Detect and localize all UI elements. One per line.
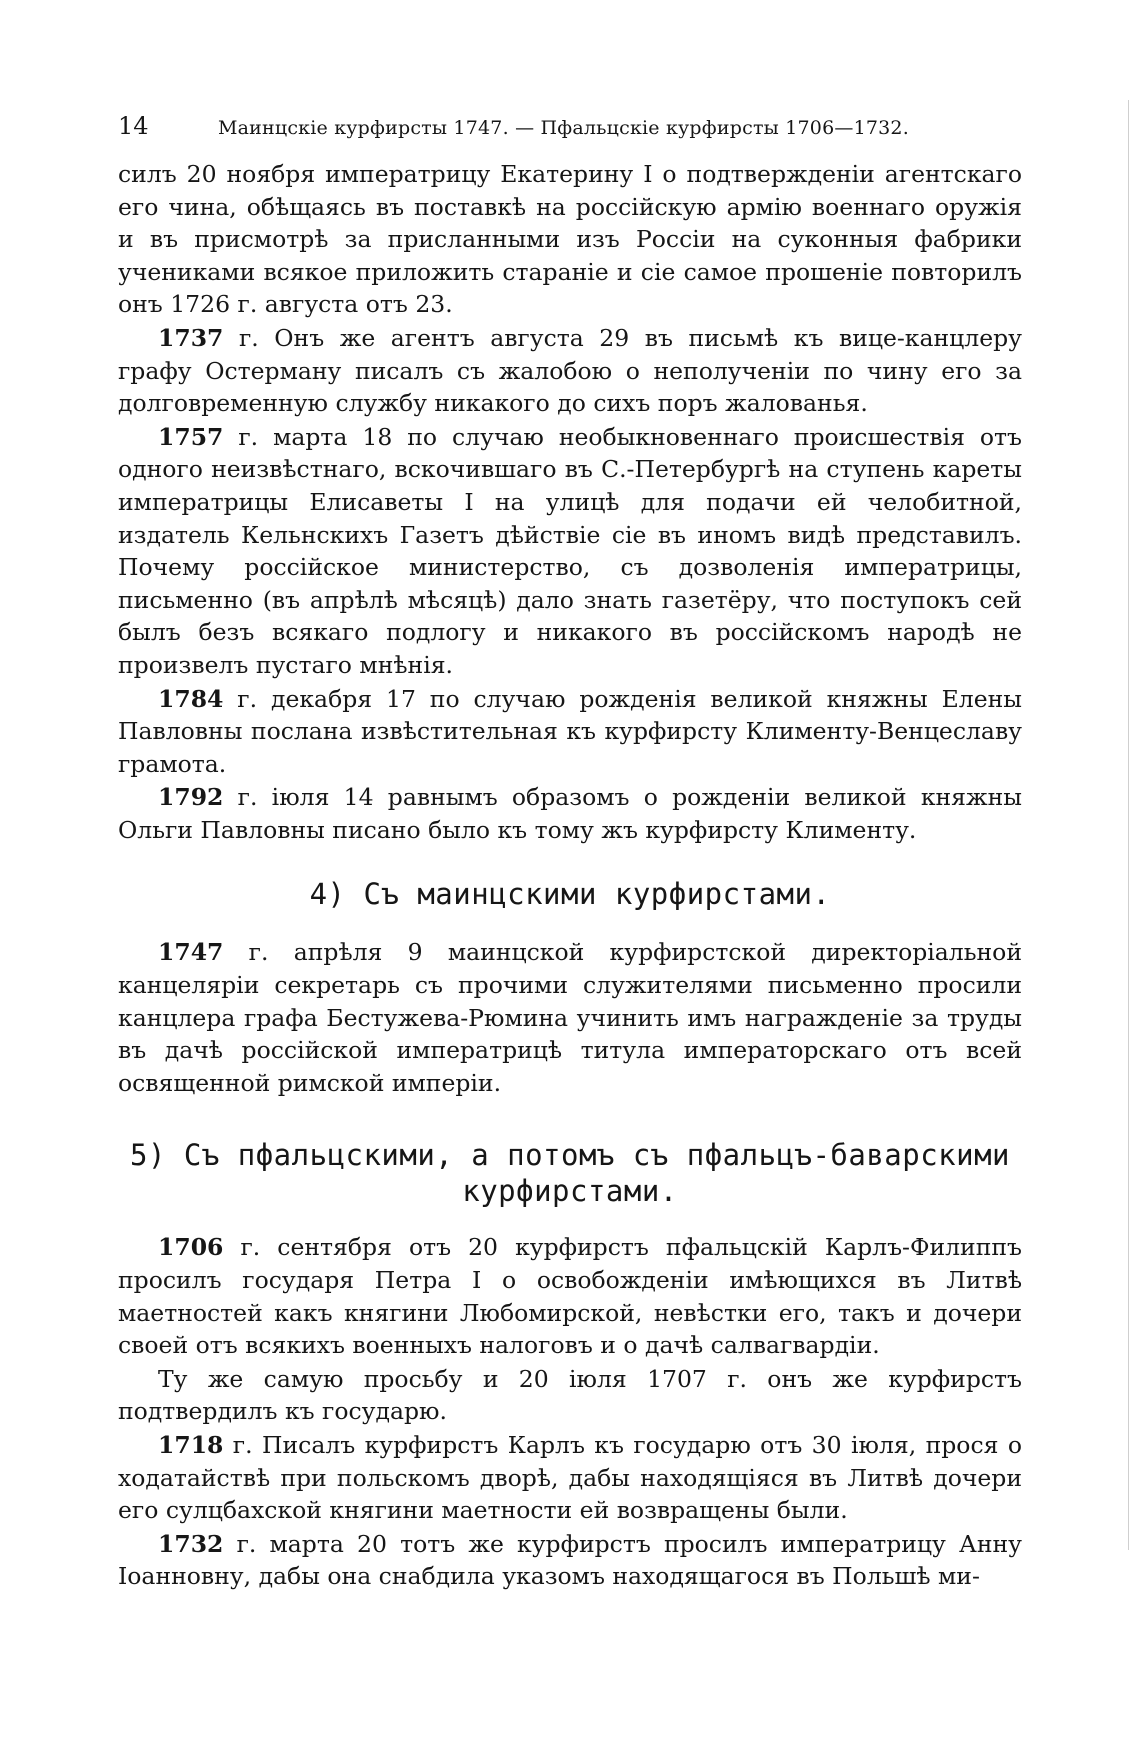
paragraph-text: г. Онъ же агентъ августа 29 въ письмѣ къ вице-канцлеру графу Остерману писалъ съ жалобою о неполученіи по чину его за долговременную службу никакого до сихъ поръ жалованья. [118,323,1022,418]
paragraph-text: г. іюля 14 равнымъ образомъ о рожденіи великой княжны Ольги Павловны писано было къ тому жъ курфирсту Клименту. [118,783,1022,844]
paragraph-1 [118,158,1022,321]
page-number: 14 [118,112,149,140]
running-head [118,112,1022,148]
paragraph-1784 [118,683,1022,781]
paragraph-text: г. сентября отъ 20 курфирстъ пфальцскій Карлъ-Филиппъ просилъ государя Петра I о освобожденіи имѣющихся въ Литвѣ маетностей какъ княгини Любомирской, невѣстки его, такъ и дочери своей отъ всякихъ военныхъ налоговъ и о дачѣ салвагвардіи. [118,1233,1022,1360]
paragraph-1718 [118,1429,1022,1527]
year-label: 1718 [158,1431,224,1459]
running-head-title: Маинцскіе курфирсты 1747. — Пфальцскіе курфирсты 1706—1732. [218,117,909,139]
paragraph-1732 [118,1528,1022,1593]
paragraph-1747 [118,936,1022,1099]
document-page [118,112,1022,1593]
paragraph-1737 [118,322,1022,420]
paragraph-text: г. апрѣля 9 маинцской курфирстской директоріальной канцеляріи секретарь съ прочими служителями письменно просили канцлера графа Бестужева-Рюмина учинить имъ награжденіе за труды въ дачѣ россійской императрицѣ титула императорскаго отъ всей освященной римской имперіи. [118,938,1022,1097]
paragraph-text: г. декабря 17 по случаю рожденія великой княжны Елены Павловны послана извѣстительная къ курфирсту Клименту-Венцеславу грамота. [118,684,1022,778]
paragraph-text: г. Писалъ курфирстъ Карлъ къ государю отъ 30 іюля, прося о ходатайствѣ при польскомъ дворѣ, дабы находящіяся въ Литвѣ дочери его сулцбахской княгини маетности ей возвращены были. [118,1431,1022,1525]
year-label: 1784 [158,684,224,713]
paragraph-text: Ту же самую просьбу и 20 іюля 1707 г. онъ же курфирстъ подтвердилъ къ государю. [118,1364,1022,1426]
section-heading-5: 5) Съ пфальцскими, а потомъ съ пфальцъ-баварскими курфирстами. [129,1138,1010,1209]
paragraph-1757 [118,421,1022,682]
year-label: 1737 [158,323,224,352]
page-edge-line [1128,100,1129,1550]
paragraph-text: г. марта 18 по случаю необыкновеннаго происшествія отъ одного неизвѣстнаго, вскочившаго въ С.-Петербургѣ на ступень кареты императрицы Елисаветы I на улицѣ для подачи ей челобитной, издатель Кельнскихъ Газетъ дѣйствіе сіе въ иномъ видѣ представилъ. Почему россійское министерство, съ дозволенія императрицы, письменно (въ апрѣлѣ мѣсяцѣ) дало знать газетёру, что поступокъ сей былъ безъ всякаго подлогу и никакого въ россійскомъ народѣ не произвелъ пустаго мнѣнія. [118,422,1022,679]
year-label: 1706 [158,1233,224,1262]
year-label: 1757 [158,422,224,451]
paragraph-1706 [118,1231,1022,1361]
paragraph-text: силъ 20 ноября императрицу Екатерину I о подтвержденіи агентскаго его чина, обѣщаясь въ поставкѣ на россійскую армію военнаго оружія и въ присмотрѣ за присланными изъ Россіи на суконныя фабрики учениками всякое приложить стараніе и сіе самое прошеніе повторилъ онъ 1726 г. августа отъ 23. [118,160,1022,319]
year-label: 1792 [158,783,224,812]
paragraph-text: г. марта 20 тотъ же курфирстъ просилъ императрицу Анну Іоанновну, дабы она снабдила указомъ находящагося въ Польшѣ ми- [118,1529,1022,1591]
year-label: 1732 [158,1529,224,1558]
paragraph-1707 [118,1363,1022,1428]
section-heading-4: 4) Съ маинцскими курфирстами. [309,877,831,912]
year-label: 1747 [158,938,224,967]
paragraph-1792 [118,781,1022,846]
